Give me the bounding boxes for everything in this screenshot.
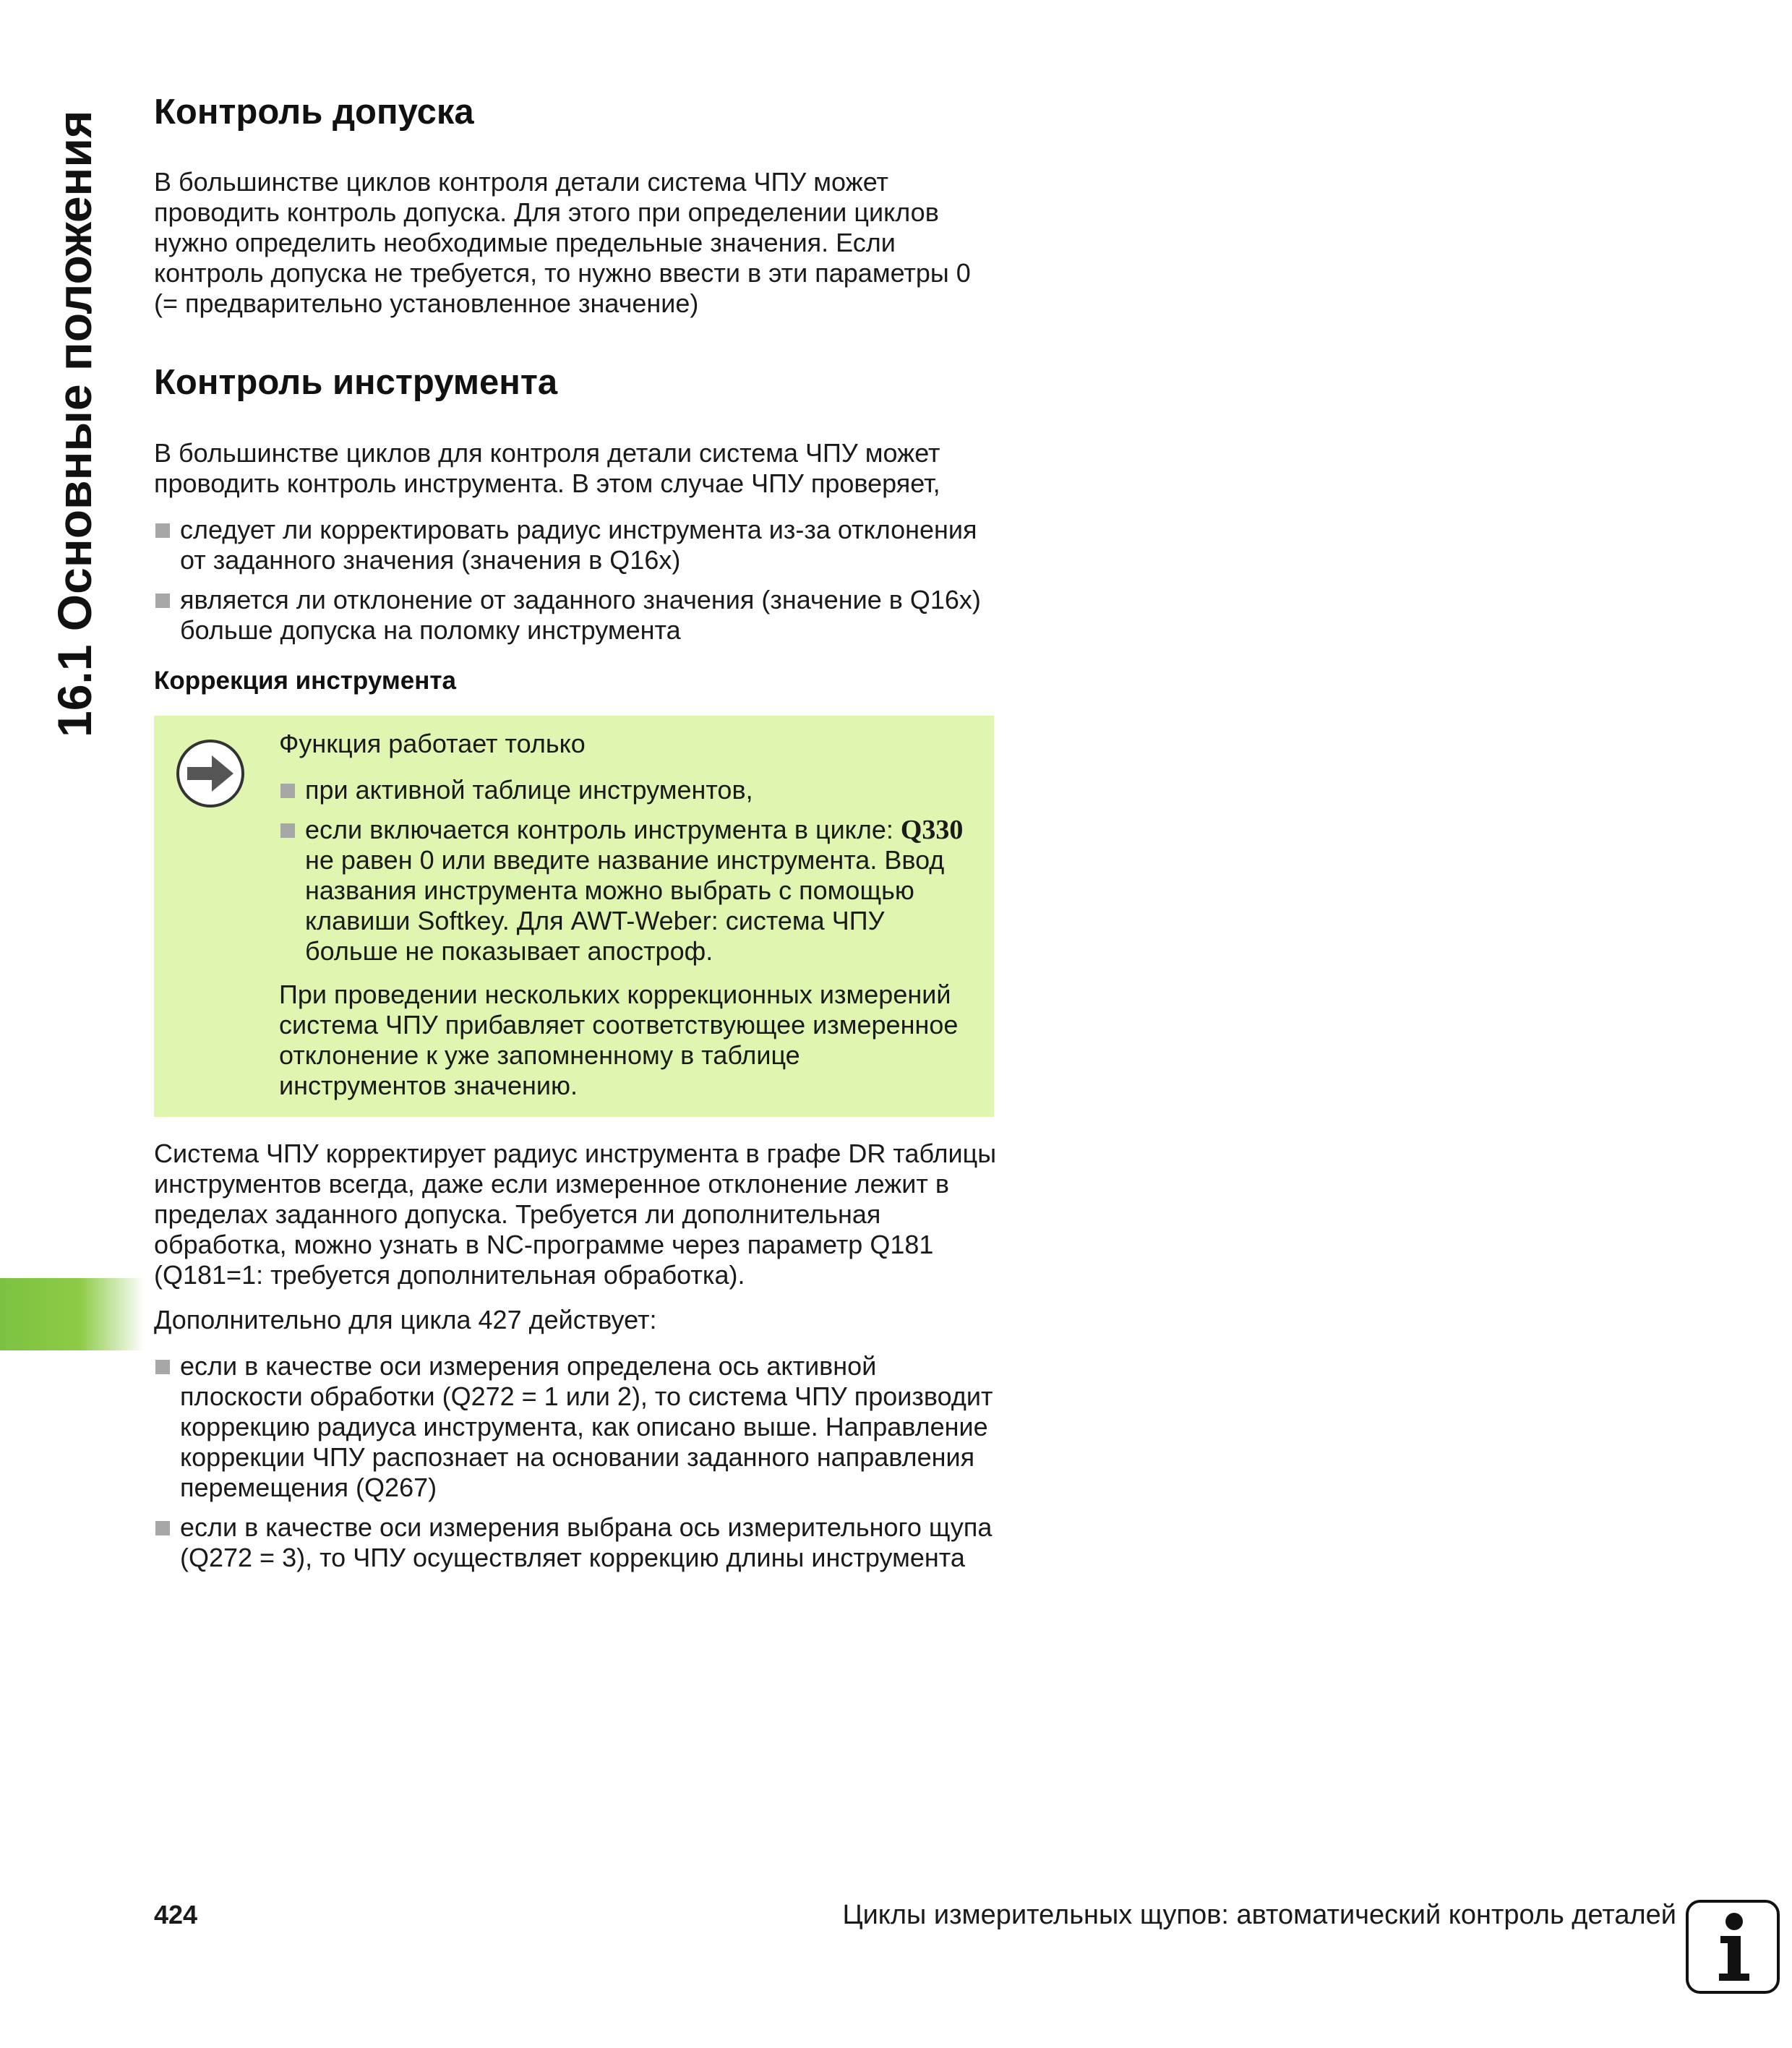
bullet-square-icon bbox=[280, 784, 295, 798]
tolerance-text: В большинстве циклов контроля детали система ЧПУ может проводить контроль допуска. Для этого при определении циклов нужно определить необходимые предельные значения. Если контроль допуска не требуется, то нужно ввести в эти параметры 0 (= предварительно установленное значение) bbox=[154, 167, 971, 319]
tool-monitoring-intro: В большинстве циклов для контроля детали система ЧПУ может проводить контроль инструмента. В этом случае ЧПУ проверяет, bbox=[154, 437, 940, 498]
bullet-square-icon bbox=[155, 594, 170, 608]
list-item: если включается контроль инструмента в цикле: Q330 не равен 0 или введите название инструмента. Ввод названия инструмента можно выбрать с помощью клавиши Softkey. Для AWT-Weber: система ЧПУ больше не показывает апостроф. bbox=[279, 815, 972, 967]
tool-monitoring-list bbox=[154, 515, 1000, 646]
list-item: является ли отклонение от заданного значения (значение в Q16x) больше допуска на поломку инструмента bbox=[154, 585, 1000, 646]
tool-correction-subheading: Коррекция инструмента bbox=[154, 666, 456, 695]
info-icon bbox=[1686, 1900, 1780, 1994]
cycle-427-paragraph: Дополнительно для цикла 427 действует: bbox=[154, 1305, 657, 1334]
bullet-square-icon bbox=[155, 523, 170, 538]
list-item: следует ли корректировать радиус инструмента из-за отклонения от заданного значения (значения в Q16x) bbox=[154, 515, 1000, 575]
list-item: при активной таблице инструментов, bbox=[279, 775, 972, 805]
bullet-square-icon bbox=[280, 823, 295, 838]
correction-paragraph: Система ЧПУ корректирует радиус инструмента в графе DR таблицы инструментов всегда, даже если измеренное отклонение лежит в пределах заданного допуска. Требуется ли дополнительная обработка, можно узнать в NC-программе через параметр Q181 (Q181=1: требуется дополнительная обработка). bbox=[154, 1139, 997, 1290]
note-text: При проведении нескольких коррекционных измерений система ЧПУ прибавляет соответствующее измеренное отклонение к уже запомненному в таблице инструментов значению. bbox=[279, 980, 959, 1100]
footer-title: Циклы измерительных щупов: автоматический контроль деталей bbox=[842, 1900, 1676, 1930]
arrow-right-note-icon bbox=[174, 737, 246, 810]
cycle-427-list bbox=[154, 1351, 1000, 1573]
list-item: если в качестве оси измерения выбрана ось измерительного щупа (Q272 = 3), то ЧПУ осуществляет коррекцию длины инструмента bbox=[154, 1512, 1000, 1573]
page-content bbox=[154, 90, 1000, 1582]
note-list bbox=[279, 775, 972, 967]
parameter-code: Q330 bbox=[900, 815, 964, 845]
bullet-square-icon bbox=[155, 1521, 170, 1535]
bullet-square-icon bbox=[155, 1360, 170, 1374]
note-lead: Функция работает только bbox=[279, 729, 586, 758]
tolerance-heading: Контроль допуска bbox=[154, 93, 474, 132]
chapter-tab-marker bbox=[0, 1278, 145, 1350]
chapter-side-title: 16.1 Основные положения bbox=[48, 110, 101, 737]
tool-monitoring-heading: Контроль инструмента bbox=[154, 363, 558, 403]
note-box bbox=[154, 716, 994, 1117]
page-footer bbox=[0, 1888, 1792, 1946]
page-number: 424 bbox=[154, 1900, 198, 1929]
list-item: если в качестве оси измерения определена ось активной плоскости обработки (Q272 = 1 или 2), то система ЧПУ производит коррекцию радиуса инструмента, как описано выше. Направление коррекции ЧПУ распознает на основании заданного направления перемещения (Q267) bbox=[154, 1351, 1000, 1503]
